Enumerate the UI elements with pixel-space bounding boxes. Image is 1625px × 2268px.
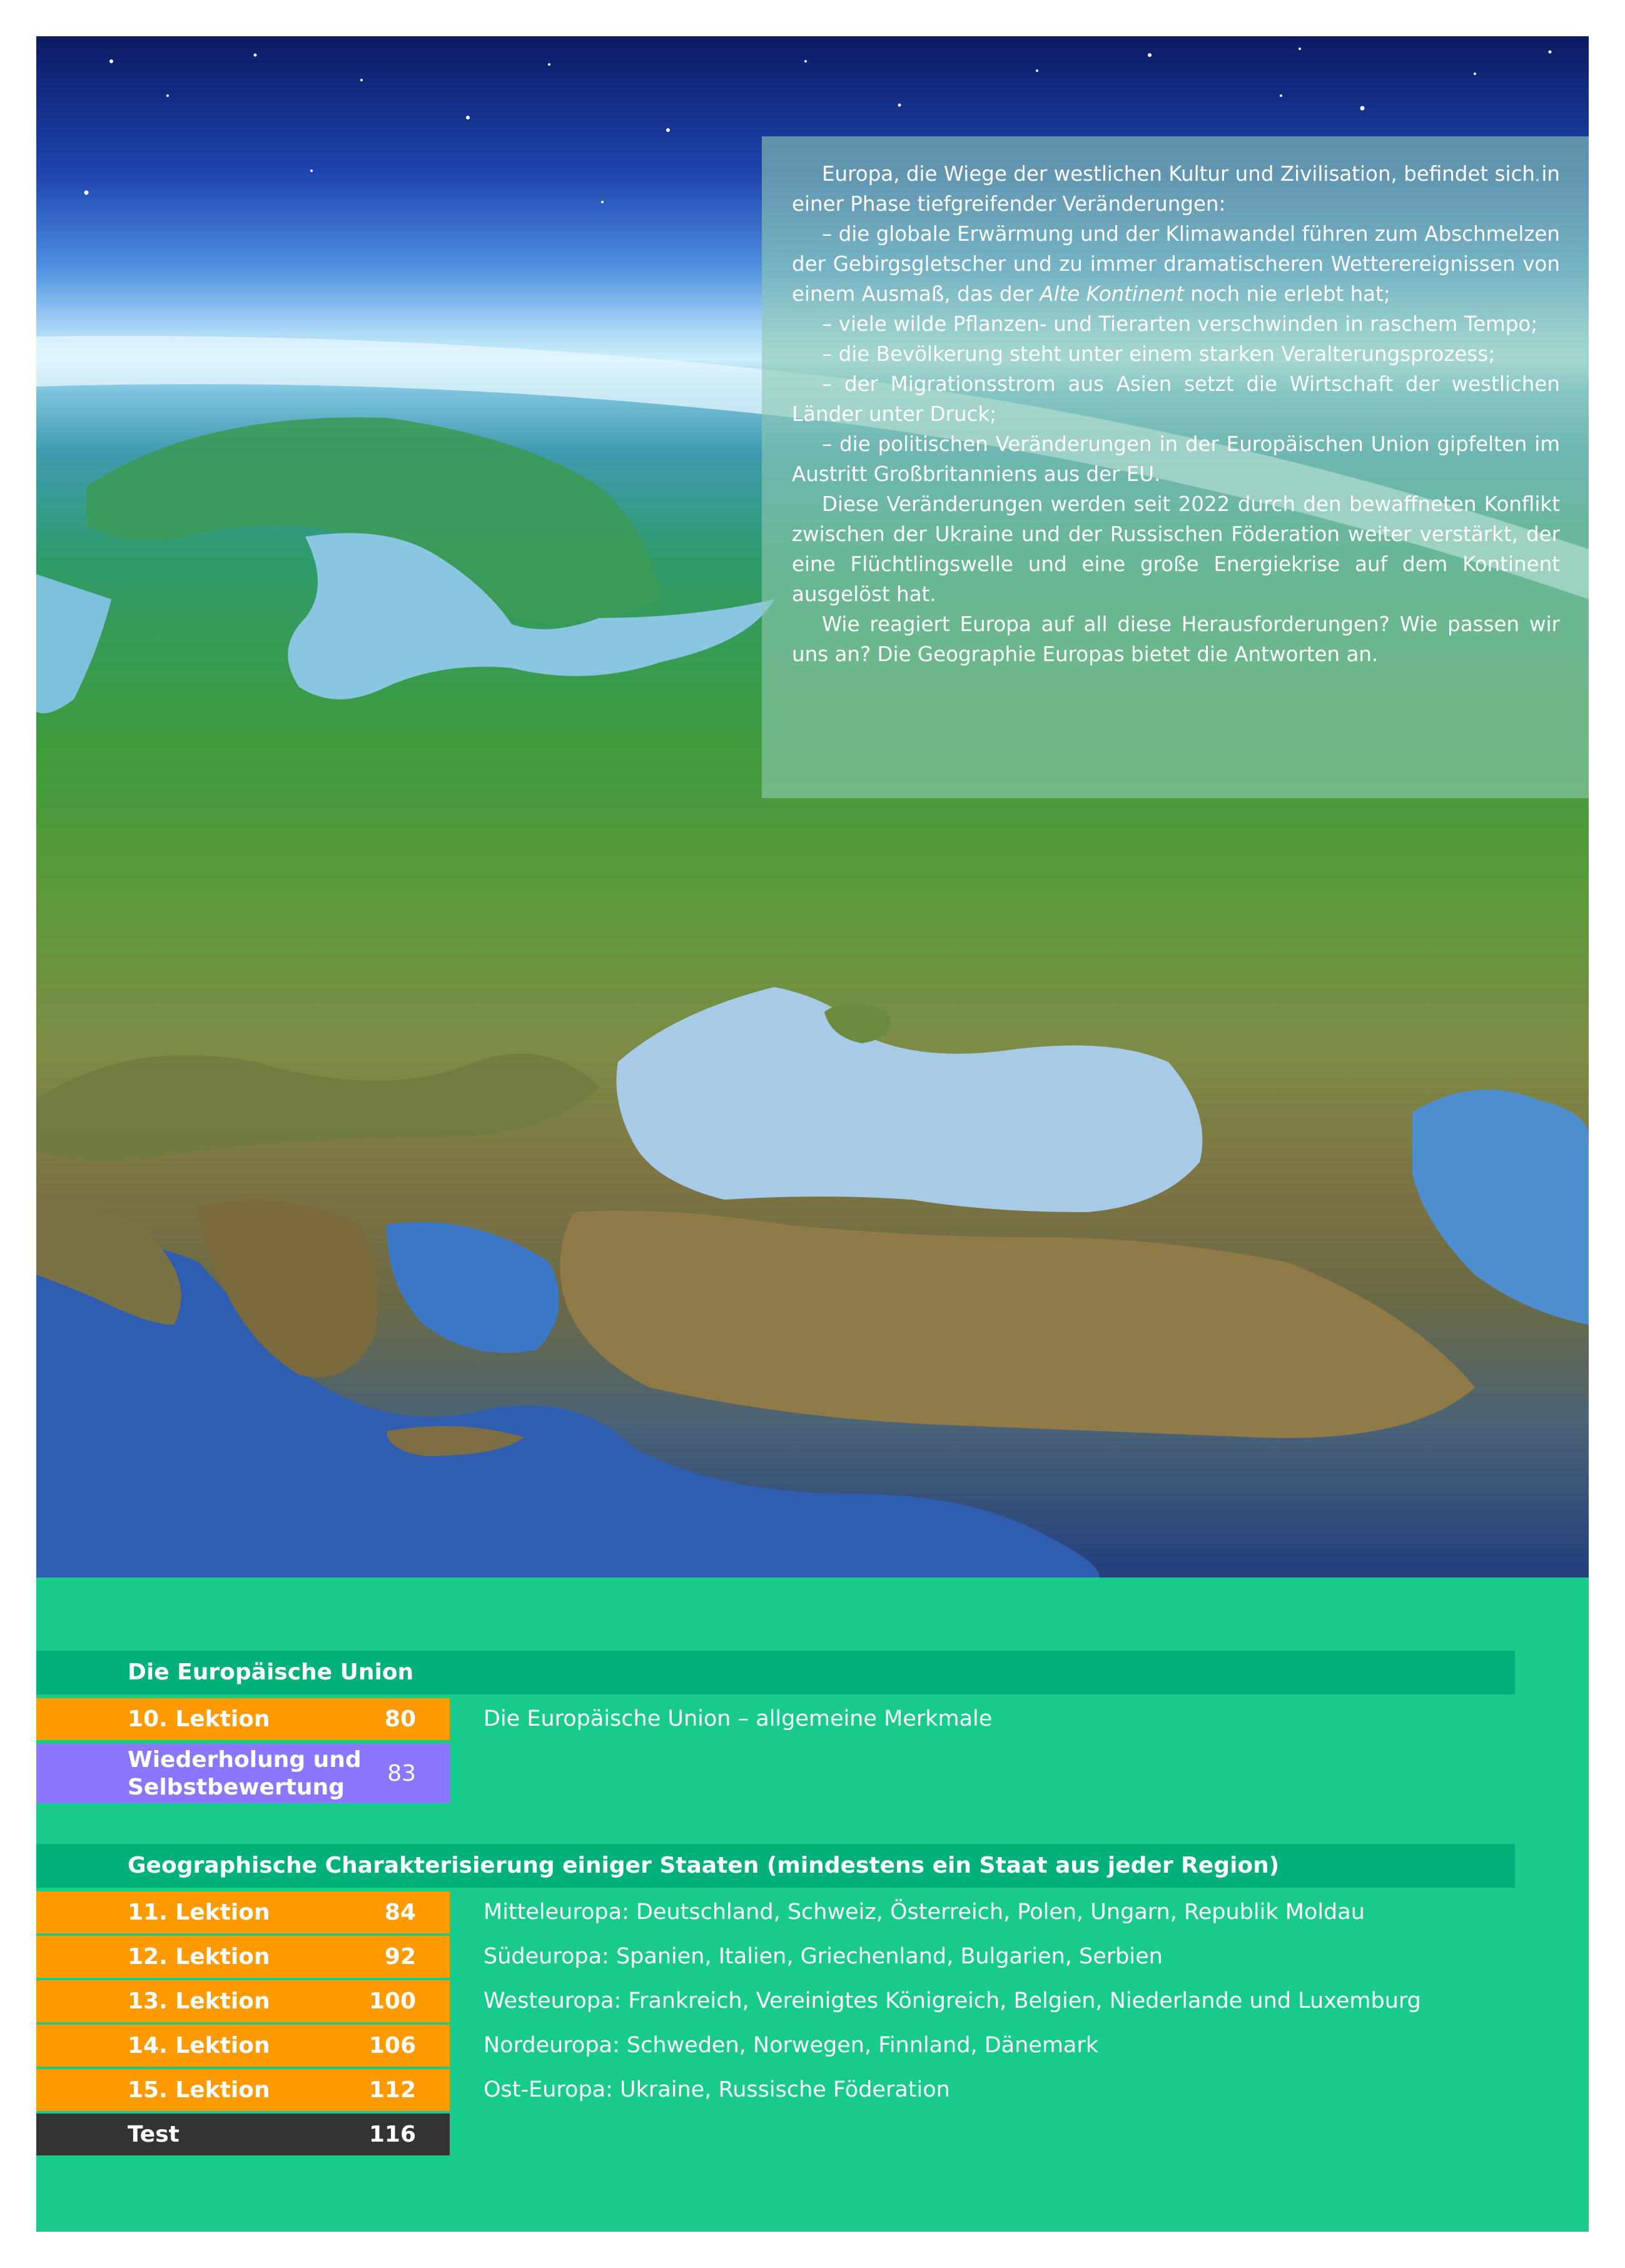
lesson-label: 11. Lektion xyxy=(128,1900,270,1925)
review-label-line-1: Wiederholung und xyxy=(128,1747,362,1773)
lesson-label-box xyxy=(36,1936,450,1978)
lesson-label-box xyxy=(36,1698,450,1740)
section-header-countries xyxy=(36,1844,1515,1888)
review-page-number: 83 xyxy=(387,1761,416,1786)
lesson-label-box xyxy=(36,2069,450,2111)
lesson-description: Mitteleuropa: Deutschland, Schweiz, Österreich, Polen, Ungarn, Republik Moldau xyxy=(483,1900,1365,1925)
test-row xyxy=(36,2114,1515,2155)
review-label-box xyxy=(36,1744,450,1803)
lesson-description: Nordeuropa: Schweden, Norwegen, Finnland, Dänemark xyxy=(483,2033,1099,2058)
lesson-label: 15. Lektion xyxy=(128,2077,270,2103)
lesson-label: 10. Lektion xyxy=(128,1706,270,1732)
lesson-label-box xyxy=(36,1980,450,2022)
test-page-number: 116 xyxy=(368,2122,416,2147)
lesson-description: Westeuropa: Frankreich, Vereinigtes Königreich, Belgien, Niederlande und Luxemburg xyxy=(483,1988,1421,2013)
intro-paragraph-1: Europa, die Wiege der westlichen Kultur und Zivilisation, befindet sich in einer Phase tiefgreifender Veränderungen: xyxy=(792,162,1560,216)
test-label: Test xyxy=(128,2122,180,2147)
lesson-label-box xyxy=(36,2025,450,2067)
lesson-description: Die Europäische Union – allgemeine Merkmale xyxy=(483,1706,993,1731)
review-row xyxy=(36,1744,1515,1803)
lesson-label: 14. Lektion xyxy=(128,2033,270,2058)
intro-paragraph-4: – die Bevölkerung steht unter einem starken Veralterungsprozess; xyxy=(822,342,1496,366)
lesson-page-number: 80 xyxy=(384,1706,416,1732)
intro-paragraph-2-start: – die globale Erwärmung und der Klimawandel führen zum Abschmelzen der Gebirgsgletscher und zu immer dramatischeren Wetterereignissen von einem Ausmaß, das der xyxy=(792,222,1560,306)
section-title: Geographische Charakterisierung einiger Staaten (mindestens ein Staat aus jeder Region) xyxy=(128,1853,1280,1878)
intro-paragraph-2 xyxy=(792,219,1560,309)
lesson-label-box xyxy=(36,1891,450,1933)
intro-text-panel xyxy=(762,136,1589,798)
lesson-row xyxy=(36,2025,1515,2067)
lesson-page-number: 112 xyxy=(368,2077,416,2103)
intro-paragraph-5: – der Migrationsstrom aus Asien setzt die Wirtschaft der westlichen Länder unter Druck; xyxy=(792,372,1560,426)
lesson-row xyxy=(36,1980,1515,2022)
lesson-page-number: 100 xyxy=(368,1988,416,2014)
lesson-page-number: 84 xyxy=(384,1900,416,1925)
test-label-box xyxy=(36,2114,450,2155)
lesson-description: Südeuropa: Spanien, Italien, Griechenland, Bulgarien, Serbien xyxy=(483,1944,1163,1969)
lesson-page-number: 92 xyxy=(384,1944,416,1970)
contents-section xyxy=(36,1577,1589,2232)
intro-paragraph-8: Wie reagiert Europa auf all diese Herausforderungen? Wie passen wir uns an? Die Geographie Europas bietet die Antworten an. xyxy=(792,612,1560,666)
lesson-row xyxy=(36,2069,1515,2111)
lesson-row xyxy=(36,1936,1515,1978)
lesson-page-number: 106 xyxy=(368,2033,416,2058)
lesson-description: Ost-Europa: Ukraine, Russische Föderation xyxy=(483,2077,950,2102)
section-header-eu xyxy=(36,1651,1515,1694)
intro-paragraph-2-end: noch nie erlebt hat; xyxy=(1190,282,1390,306)
review-label-line-2: Selbstbewertung xyxy=(128,1774,345,1800)
intro-paragraph-2-emphasis: Alte Kontinent xyxy=(1040,282,1184,306)
lesson-label: 12. Lektion xyxy=(128,1944,270,1970)
section-title: Die Europäische Union xyxy=(128,1659,414,1685)
intro-paragraph-6: – die politischen Veränderungen in der Europäischen Union gipfelten im Austritt Großbritanniens aus der EU. xyxy=(792,432,1560,486)
page xyxy=(36,36,1589,2232)
europe-satellite-image xyxy=(36,36,1589,1577)
lesson-row xyxy=(36,1891,1515,1933)
intro-paragraph-7: Diese Veränderungen werden seit 2022 durch den bewaffneten Konflikt zwischen der Ukraine und der Russischen Föderation weiter verstärkt, der eine Flüchtlingswelle und eine große Energiekrise auf dem Kontinent ausgelöst hat. xyxy=(792,492,1560,606)
lesson-row xyxy=(36,1698,1515,1740)
intro-paragraph-3: – viele wilde Pflanzen- und Tierarten verschwinden in raschem Tempo; xyxy=(822,312,1538,336)
lesson-label: 13. Lektion xyxy=(128,1988,270,2014)
